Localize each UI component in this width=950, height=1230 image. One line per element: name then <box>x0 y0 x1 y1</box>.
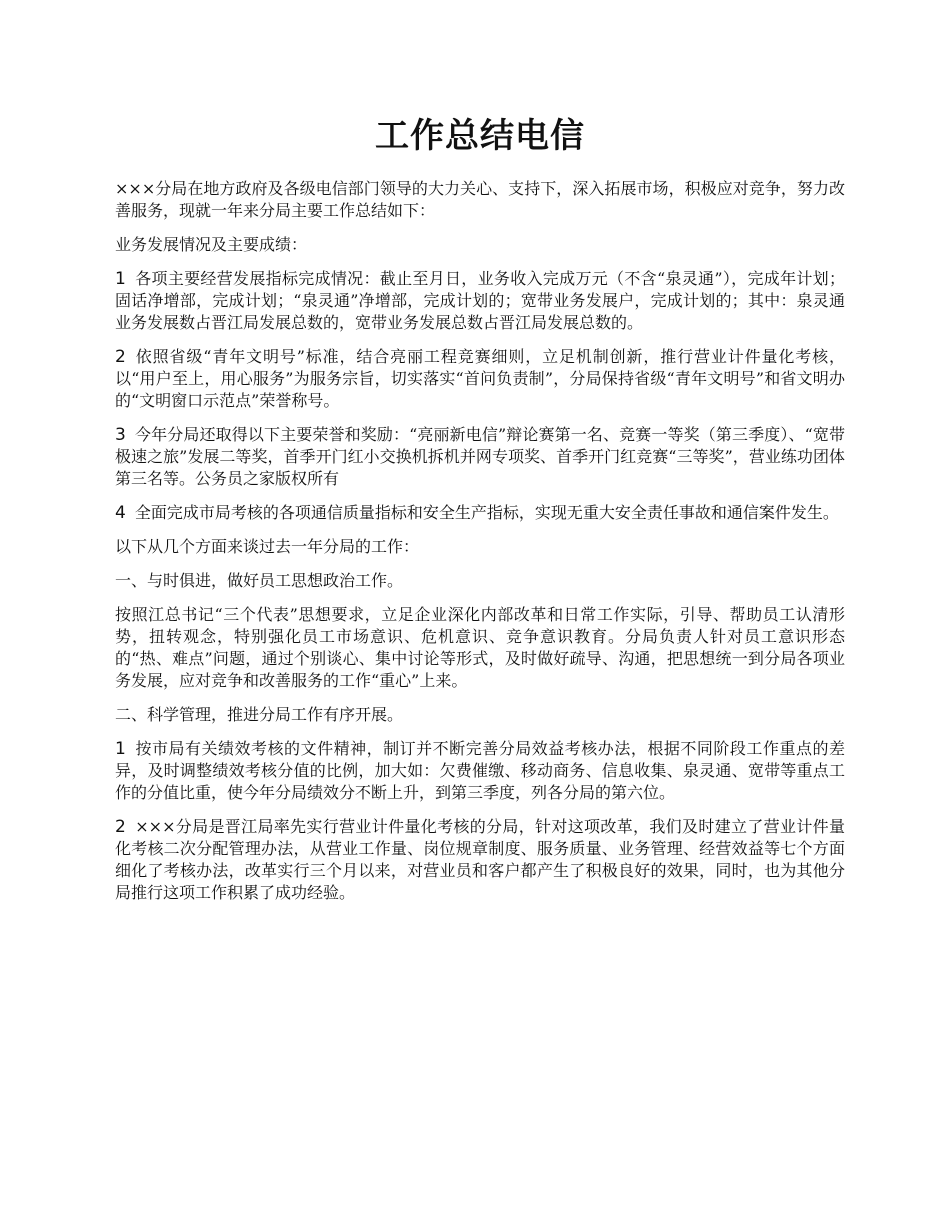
achievement-item-4 <box>115 502 845 524</box>
item-text: 依照省级“青年文明号”标准，结合亮丽工程竞赛细则，立足机制创新，推行营业计件量化考核，以“用户至上，用心服务”为服务宗旨，切实落实“首问负责制”，分局保持省级“青年文明号”和省文明办的“文明窗口示范点”荣誉称号。 <box>115 347 845 410</box>
item-number: 2 <box>115 817 126 837</box>
section-2-heading: 二、科学管理，推进分局工作有序开展。 <box>115 705 404 724</box>
item-number: 1 <box>115 269 126 289</box>
management-item-1 <box>115 738 845 804</box>
achievement-item-3 <box>115 424 845 490</box>
item-number: 1 <box>115 739 126 759</box>
lead-in-paragraph: 以下从几个方面来谈过去一年分局的工作： <box>115 537 420 556</box>
item-number: 2 <box>115 347 126 367</box>
section-1-body: 按照江总书记“三个代表”思想要求，立足企业深化内部改革和日常工作实际，引导、帮助员工认清形势，扭转观念，特别强化员工市场意识、危机意识、竞争意识教育。分局负责人针对员工意识形态的“热、难点”问题，通过个别谈心、集中讨论等形式，及时做好疏导、沟通，把思想统一到分局各项业务发展，应对竞争和改善服务的工作“重心”上来。 <box>115 605 845 690</box>
document-page <box>115 108 845 916</box>
management-item-2 <box>115 816 845 904</box>
item-text: 全面完成市局考核的各项通信质量指标和安全生产指标，实现无重大安全责任事故和通信案件发生。 <box>134 503 839 522</box>
section-1-heading: 一、与时俱进，做好员工思想政治工作。 <box>115 571 404 590</box>
achievement-item-1 <box>115 268 845 334</box>
intro-paragraph: ×××分局在地方政府及各级电信部门领导的大力关心、支持下，深入拓展市场，积极应对竞争，努力改善服务，现就一年来分局主要工作总结如下： <box>115 179 845 220</box>
item-text: 今年分局还取得以下主要荣誉和奖励：“亮丽新电信”辩论赛第一名、竞赛一等奖（第三季度）、“宽带极速之旅”发展二等奖，首季开门红小交换机拆机并网专项奖、首季开门红竞赛“三等奖”，营业练功团体第三名等。公务员之家版权所有 <box>115 425 845 488</box>
document-title: 工作总结电信 <box>375 116 585 156</box>
item-number: 4 <box>115 503 126 523</box>
business-section-heading: 业务发展情况及主要成绩： <box>115 235 308 254</box>
item-text: ×××分局是晋江局率先实行营业计件量化考核的分局，针对这项改革，我们及时建立了营业计件量化考核二次分配管理办法，从营业工作量、岗位规章制度、服务质量、业务管理、经营效益等七个方面细化了考核办法，改革实行三个月以来，对营业员和客户都产生了积极良好的效果，同时，也为其他分局推行这项工作积累了成功经验。 <box>115 817 845 902</box>
item-number: 3 <box>115 425 126 445</box>
achievement-item-2 <box>115 346 845 412</box>
item-text: 各项主要经营发展指标完成情况：截止至月日，业务收入完成万元（不含“泉灵通”），完成年计划；固话净增部，完成计划；“泉灵通”净增部，完成计划的；宽带业务发展户，完成计划的；其中：泉灵通业务发展数占晋江局发展总数的，宽带业务发展总数占晋江局发展总数的。 <box>115 269 845 332</box>
item-text: 按市局有关绩效考核的文件精神，制订并不断完善分局效益考核办法，根据不同阶段工作重点的差异，及时调整绩效考核分值的比例，加大如：欠费催缴、移动商务、信息收集、泉灵通、宽带等重点工作的分值比重，使今年分局绩效分不断上升，到第三季度，列各分局的第六位。 <box>115 739 845 802</box>
